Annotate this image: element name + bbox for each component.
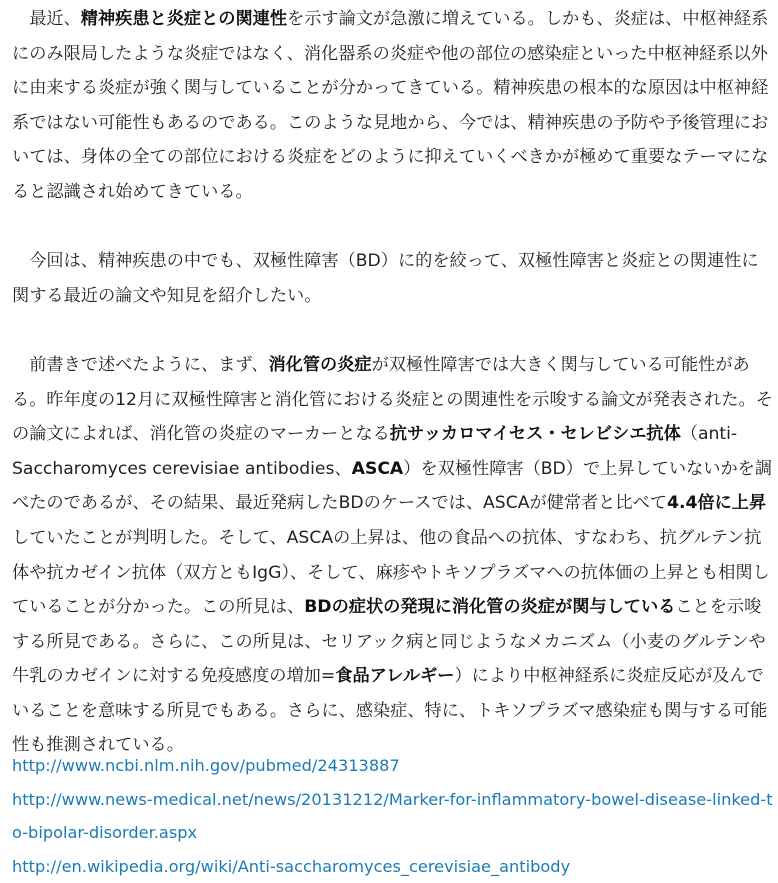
emphasis-asca: ASCA <box>352 459 404 479</box>
paragraph-intro <box>12 2 774 210</box>
text-run: ）を双極性障害（BD）で上昇していないかを調べたのであるが、その結果、最近発病したBDのケースでは、ASCAが健常者と比べて <box>12 459 772 514</box>
text-run: していたことが判明した。そして、ASCAの上昇は、他の食品への抗体、すなわち、抗グルテン抗体や抗カゼイン抗体（双方ともIgG）、そして、麻疹やトキソプラズマへの抗体価の上昇とも相関していることが分かった。この所見は、 <box>12 528 770 617</box>
emphasis-bd-symptom-gut: BDの症状の発現に消化管の炎症が関与している <box>304 597 675 617</box>
paragraph-gap <box>12 313 774 348</box>
emphasis-food-allergy: 食品アレルギー <box>335 666 454 686</box>
emphasis-fold-increase: 4.4倍に上昇 <box>667 493 766 513</box>
text-run: 今回は、精神疾患の中でも、双極性障害（BD）に的を絞って、双極性障害と炎症との関連性に関する最近の論文や知見を紹介したい。 <box>12 251 759 306</box>
emphasis-gut-inflammation: 消化管の炎症 <box>268 355 371 375</box>
text-run: が双極性障害では大きく関与している可能性がある。昨年度の12月に双極性障害と消化管における炎症との関連性を示唆する論文が発表された。その論文によれば、消化管の炎症のマーカーとなる <box>12 355 773 444</box>
text-run: 最近、 <box>29 9 81 29</box>
text-run: を示す論文が急激に増えている。しかも、炎症は、中枢神経系にのみ限局したような炎症ではなく、消化器系の炎症や他の部位の感染症といった中枢神経系以外に由来する炎症が強く関与していることが分かってきている。精神疾患の根本的な原因は中枢神経系ではない可能性もあるのである。このような見地から、今では、精神疾患の予防や予後管理においては、身体の全ての部位における炎症をどのように抑えていくべきかが極めて重要なテーマになると認識され始めてきている。 <box>12 9 768 202</box>
paragraph-gut-inflammation <box>12 348 774 763</box>
text-run: ）により中枢神経系に炎症反応が及んでいることを意味する所見でもある。さらに、感染症、特に、トキソプラズマ感染症も関与する可能性も推測されている。 <box>12 666 767 755</box>
paragraph-topic <box>12 244 774 313</box>
text-run: 前書きで述べたように、まず、 <box>29 355 268 375</box>
article-body <box>12 2 774 763</box>
reference-links <box>12 749 774 883</box>
link-wikipedia[interactable]: http://en.wikipedia.org/wiki/Anti-saccharomyces_cerevisiae_antibody <box>12 850 774 883</box>
text-run: ことを示唆する所見である。さらに、この所見は、セリアック病と同じようなメカニズム（小麦のグルテンや牛乳のカゼインに対する免疫感度の増加= <box>12 597 766 686</box>
paragraph-gap <box>12 210 774 245</box>
emphasis-psychiatric-inflammation: 精神疾患と炎症との関連性 <box>81 9 287 29</box>
link-pubmed[interactable]: http://www.ncbi.nlm.nih.gov/pubmed/24313887 <box>12 749 774 783</box>
emphasis-asca-full-name: 抗サッカロマイセス・セレビシエ抗体 <box>390 424 681 444</box>
text-run: （anti-Saccharomyces cerevisiae antibodies、 <box>12 424 737 479</box>
link-news-medical[interactable]: http://www.news-medical.net/news/20131212/Marker-for-inflammatory-bowel-disease-linked-to-bipolar-disorder.aspx <box>12 783 774 850</box>
